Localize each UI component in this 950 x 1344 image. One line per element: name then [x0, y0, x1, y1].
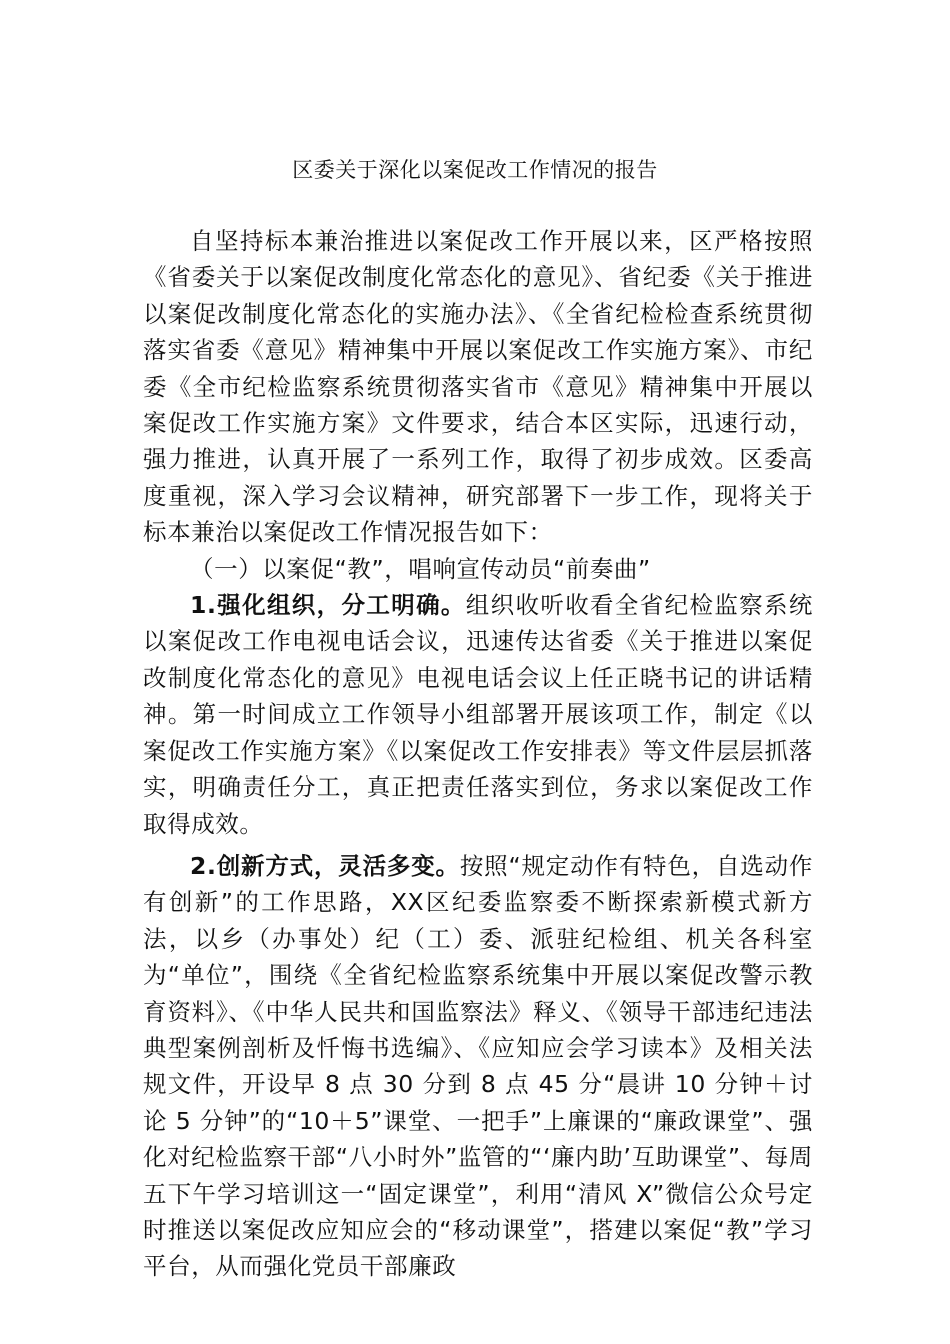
document-title: 区委关于深化以案促改工作情况的报告 [292, 158, 658, 182]
item-2-heading: 2.创新方式，灵活多变。 [190, 851, 460, 880]
document-body [143, 223, 813, 1285]
item-2-paragraph [143, 848, 813, 1285]
item-2-text: 按照“规定动作有特色，自选动作有创新”的工作思路，XX区纪委监察委不断探索新模式新方法，以乡（办事处）纪（工）委、派驻纪检组、机关各科室为“单位”，围绕《全省纪检监察系统集中开展以案促改警示教育资料》、《中华人民共和国监察法》释义、《领导干部违纪违法典型案例剖析及忏悔书选编》、《应知应会学习读本》及相关法规文件，开设早 8 点 30 分到 8 点 45 分“晨讲 10 分钟＋讨论 5 分钟”的“10＋5”课堂、一把手”上廉课的“廉政课堂”、强化对纪检监察干部“八小时外”监管的“‘廉内助’互助课堂”、每周五下午学习培训这一“固定课堂”，利用“清风 X”微信公众号定时推送以案促改应知应会的“移动课堂”，搭建以案促“教”学习平台，从而强化党员干部廉政 [143, 851, 813, 1281]
item-1-paragraph [143, 587, 813, 842]
item-1-heading: 1.强化组织，分工明确。 [190, 591, 466, 620]
item-1-text: 组织收听收看全省纪检监察系统以案促改工作电视电话会议，迅速传达省委《关于推进以案促改制度化常态化的意见》电视电话会议上任正晓书记的讲话精神。第一时间成立工作领导小组部署开展该项工作，制定《以案促改工作实施方案》《以案促改工作安排表》等文件层层抓落实，明确责任分工，真正把责任落实到位，务求以案促改工作取得成效。 [143, 591, 813, 838]
intro-paragraph: 自坚持标本兼治推进以案促改工作开展以来，区严格按照《省委关于以案促改制度化常态化的意见》、省纪委《关于推进以案促改制度化常态化的实施办法》、《全省纪检检查系统贯彻落实省委《意见》精神集中开展以案促改工作实施方案》、市纪委《全市纪检监察系统贯彻落实省市《意见》精神集中开展以案促改工作实施方案》文件要求，结合本区实际，迅速行动，强力推进，认真开展了一系列工作，取得了初步成效。区委高度重视，深入学习会议精神，研究部署下一步工作，现将关于标本兼治以案促改工作情况报告如下： [143, 227, 813, 547]
section-heading: （一）以案促“教”，唱响宣传动员“前奏曲” [190, 554, 651, 583]
